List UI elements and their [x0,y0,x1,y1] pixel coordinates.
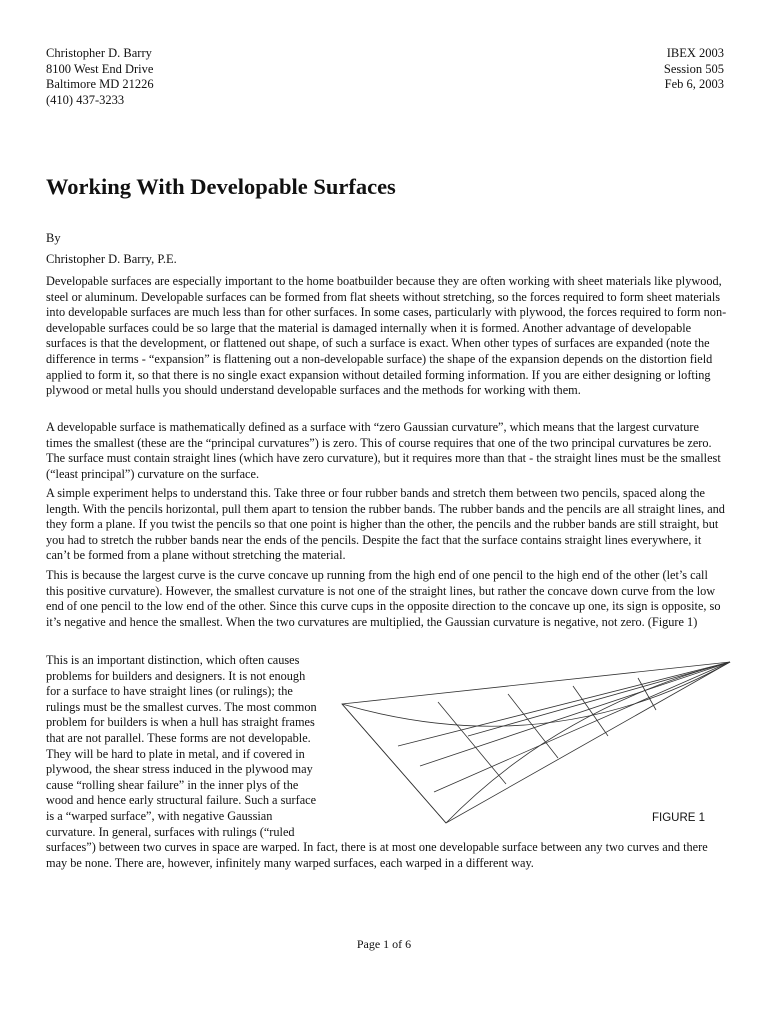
paragraph-5-line: that are not parallel. These forms are not developable. [46,730,311,745]
paragraph-3: A simple experiment helps to understand this. Take three or four rubber bands and stretch them between two pencils, spaced along the length. With the pencils horizontal, pull them apart to tension the rubber bands. The rubber bands and the pencils are all straight lines, and they form a plane. If you twist the pencils so that one point is higher than the other, the pencils and the rubber bands are still straight, but you had to stretch the rubber bands near the ends of the pencils. Despite the fact that the surface contains straight lines everywhere, it can’t be formed from a plane without stretching the material. [46,486,725,563]
paragraph-4: This is because the largest curve is the curve concave up running from the high end of one pencil to the high end of the other (let’s call this positive curvature). However, the smallest curvature is not one of the straight lines, but rather the concave down curve from the low end of one pencil to the low end of the other. Since this curve cups in the opposite direction to the concave up one, its sign is opposite, so it’s negative and hence the smallest. When the two curvatures are multiplied, the Gaussian curvature is negative, not zero. (Figure 1) [46,568,721,629]
paragraph-5-line: plywood, the shear stress induced in the plywood may [46,762,313,777]
warped-surface-figure [338,658,732,830]
paragraph-1: Developable surfaces are especially important to the home boatbuilder because they are often working with sheet materials like plywood, steel or aluminum. Developable surfaces can be formed from flat sheets without stretching, so the forces required to form sheet materials into developable surfaces are much less than for other surfaces. In some cases, particularly with plywood, the forces required to form non-developable surfaces could be so large that the material is damaged internally when it is formed. Another advantage of developable surfaces is that the development, or flattened out shape, of such a surface is exact. When other types of surfaces are expanded (note the difference in terms - “expansion” is flattening out a non-developable surface) the shape of the expansion depends on the distortion field applied to form it, so that there is no single exact expansion without detailed forming information. If you are either designing or lofting plywood or metal hulls you should understand developable surfaces and the methods for working with them. [46,274,727,398]
surface-ruling [468,662,730,736]
date-line: Feb 6, 2003 [664,77,724,91]
figure-caption: FIGURE 1 [652,812,706,824]
surface-boundary [342,662,730,823]
paragraph-5-line: is a “warped surface”, with negative Gaussian [46,808,273,823]
surface-ruling [420,662,730,766]
paragraph-5-line: cause “rolling shear failure” in the inner plys of the [46,777,299,792]
paragraph-2: A developable surface is mathematically defined as a surface with “zero Gaussian curvature”, which means that the largest curvature times the smallest (these are the “principal curvatures”) is zero. This of course requires that one of the two principal curvatures be zero. The surface must contain straight lines (which have zero curvature), but it requires more than that - the straight lines must be the smallest (“least principal”) curvature on the surface. [46,420,721,481]
event-name-line: IBEX 2003 [666,46,724,60]
paragraph-5-line: for a surface to have straight lines (or rulings); the [46,684,293,699]
author-name-line: Christopher D. Barry [46,46,152,60]
author-contact-block [46,46,154,108]
surface-ruling [342,704,446,823]
paragraph-5-line: problem for builders is when a hull has straight frames [46,715,315,730]
document-title: Working With Developable Surfaces [46,174,396,199]
session-line: Session 505 [663,61,724,76]
surface-ruling [434,662,730,792]
paragraph-5-line: This is an important distinction, which often causes [46,653,300,667]
paragraph-5-line: curvature. In general, surfaces with rulings (“ruled [46,824,295,839]
paragraph-5-line: They will be hard to plate in metal, and if covered in [46,746,305,761]
paragraph-5-rest: surfaces”) between two curves in space are warped. In fact, there is at most one developable surface between any two curves and there may be none. There are, however, infinitely many warped surfaces, each warped in a different way. [46,840,708,870]
paragraph-5-line: rulings must be the smallest curves. The most common [46,699,317,714]
by-label: By [46,231,61,245]
surface-ruling [398,662,730,746]
surface-ruling [438,702,506,784]
address-street-line: 8100 West End Drive [46,61,154,76]
author-byline: Christopher D. Barry, P.E. [46,252,177,266]
paragraph-5-line: wood and hence early structural failure. Such a surface [46,793,317,808]
event-info-block [664,46,724,93]
paragraph-5-line: problems for builders and designers. It is not enough [46,668,306,683]
phone-line: (410) 437-3233 [46,92,125,107]
page-number: Page 1 of 6 [356,937,412,951]
address-city-line: Baltimore MD 21226 [46,77,154,91]
